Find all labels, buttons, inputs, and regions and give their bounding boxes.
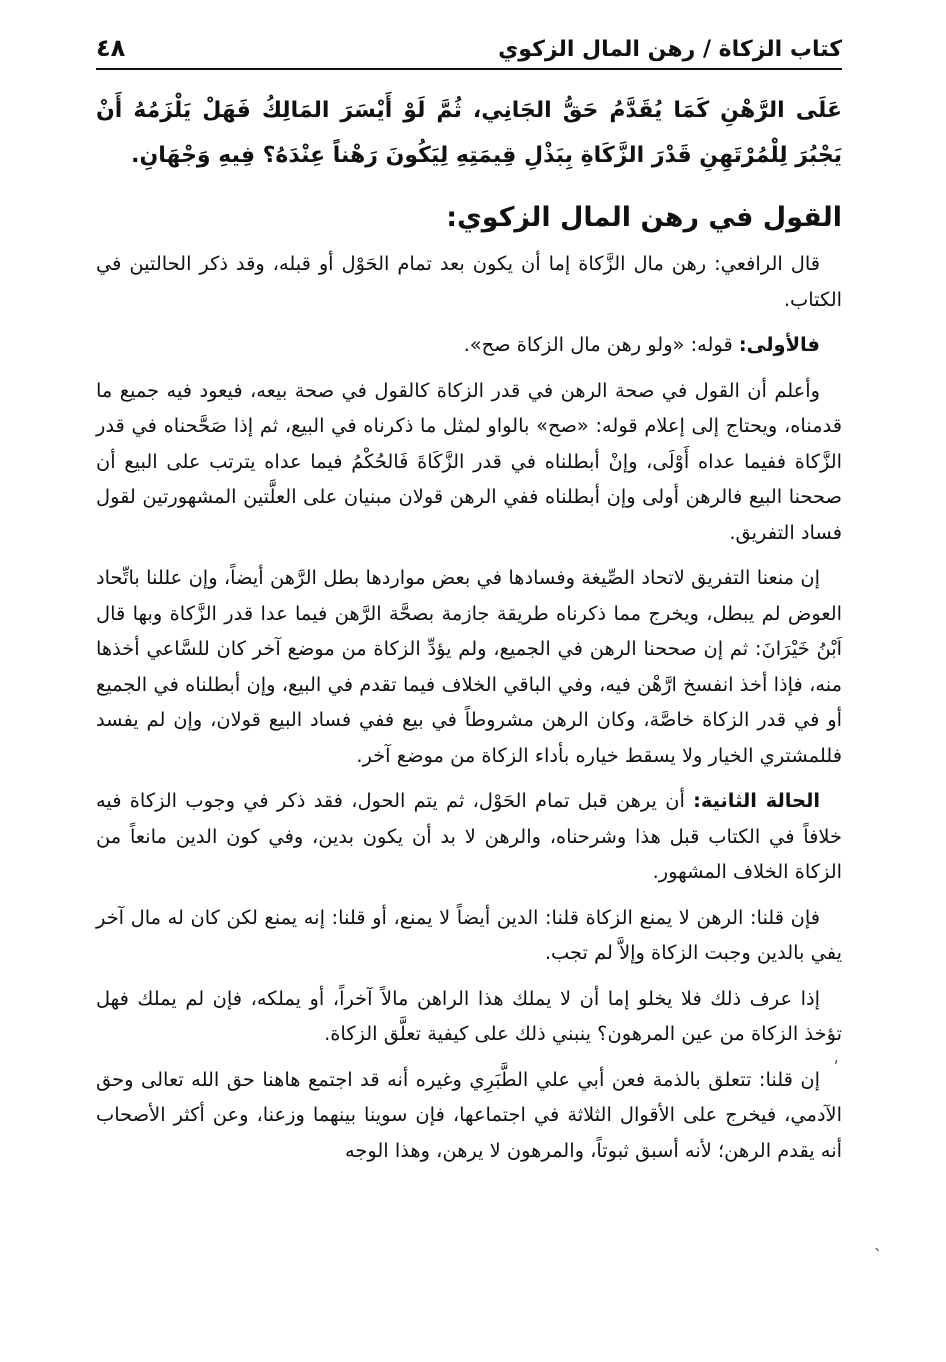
page-header: [96, 26, 842, 70]
paragraph-text: قال الرافعي: رهن مال الزَّكاة إما أن يكون بعد تمام الحَوْل أو قبله، وقد ذكر الحالتين في الكتاب.: [96, 252, 842, 311]
commentary-body: [96, 246, 842, 1168]
section-heading: القول في رهن المال الزكوي:: [446, 202, 842, 233]
matn-text: عَلَى الرَّهْنِ كَمَا يُقَدَّمُ حَقُّ الجَانِي، ثُمَّ لَوْ أَيْسَرَ المَالِكُ فَهَلْ يَلْزَمُهُ أَنْ يَجْبُرَ لِلْمُرْتَهِنِ قَدْرَ الزَّكَاةِ بِبَذْلِ قِيمَتِهِ لِيَكُونَ رَهْناً عِنْدَهُ؟ فِيهِ وَجْهَانِ.: [96, 98, 842, 168]
scan-speck-mark: ˎ: [874, 1232, 882, 1251]
paragraph-text: إن منعنا التفريق لاتحاد الصِّيغة وفسادها في بعض مواردها بطل الرَّهن أيضاً، وإن عللنا باتِّحاد العوض لم يبطل، ويخرج مما ذكرناه طريقة جازمة بصحَّة الرَّهن فيما عدا قدر الزَّكاة وبها قال اَبْنُ خَيْرَانَ: ثم إن صححنا الرهن في الجميع، ولم يؤدِّ الزكاة من موضع آخر كان للسَّاعي أخذها منه، فإذا أخذ انفسخ ارَّهْن فيه، وفي الباقي الخلاف فيما تقدم في البيع، وإن أبطلناه في الجميع أو في قدر الزكاة خاصَّة، وكان الرهن مشروطاً في بيع ففي فساد البيع قولان، وإن لم يفسد فللمشتري الخيار ولا يسقط خياره بأداء الزكاة من موضع آخر.: [96, 566, 842, 767]
paragraph-text: أن يرهن قبل تمام الحَوْل، ثم يتم الحول، فقد ذكر في وجوب الزكاة فيه خلافاً في الكتاب قبل هذا وشرحناه، والرهن لا بد أن يكون بدين، وفي كون الدين مانعاً من الزكاة الخلاف المشهور.: [96, 789, 842, 883]
paragraph-3: [96, 373, 842, 551]
paragraph-5: [96, 783, 842, 890]
paragraph-1: [96, 246, 842, 317]
running-title: كتاب الزكاة / رهن المال الزكوي: [498, 37, 842, 62]
paragraph-text: إن قلنا: تتعلق بالذمة فعن أبي علي الطَّبَرِي وغيره أنه قد اجتمع هاهنا حق الله تعالى وحق الآدمي، فيخرج على الأقوال الثلاثة في اجتماعها، فإن سوينا بينهما وزعنا، وعن أكثر الأصحاب أنه يقدم الرهن؛ لأنه أسبق ثبوتاً، والمرهون لا يرهن، وهذا الوجه: [96, 1067, 842, 1162]
scan-speck-mark: ʹ: [834, 1058, 839, 1077]
paragraph-4: [96, 560, 842, 773]
page-number: ٤٨: [96, 34, 126, 62]
paragraph-8: [96, 1062, 842, 1169]
paragraph-text: قوله: «ولو رهن مال الزكاة صح».: [463, 333, 739, 356]
paragraph-6: [96, 900, 842, 971]
paragraph-lead: الحالة الثانية:: [693, 789, 820, 812]
paragraph-text: فإن قلنا: الرهن لا يمنع الزكاة قلنا: الدين أيضاً لا يمنع، أو قلنا: إنه يمنع لكن كان له مال آخر يفي بالدين وجبت الزكاة وإلاَّ لم تجب.: [96, 905, 842, 964]
paragraph-7: [96, 981, 842, 1052]
paragraph-2: [96, 327, 842, 363]
paragraph-text: إذا عرف ذلك فلا يخلو إما أن لا يملك هذا الراهن مالاً آخراً، أو يملكه، فإن لم يملك فهل تؤخذ الزكاة من عين المرهون؟ ينبني ذلك على كيفية تعلَّق الزكاة.: [96, 986, 842, 1045]
paragraph-lead: فالأولى:: [738, 333, 820, 356]
paragraph-text: وأعلم أن القول في صحة الرهن في قدر الزكاة كالقول في صحة بيعه، فيعود فيه جميع ما قدمناه، ويحتاج إلى إعلام قوله: «صح» بالواو لمثل ما ذكرناه في البيع، ثم إذا صَحَّحناه في قدر الزَّكاة ففيما عداه أَوْلَى، وإنْ أبطلناه في قدر الزَّكَاةَ فَالحُكْمُ فيما عداه يترتب على البيع أن صححنا البيع فالرهن أولى وإن أبطلناه ففي الرهن قولان مبنيان على العلَّتين المشهورتين لقول فساد التفريق.: [96, 378, 842, 544]
document-page: [96, 26, 842, 1168]
